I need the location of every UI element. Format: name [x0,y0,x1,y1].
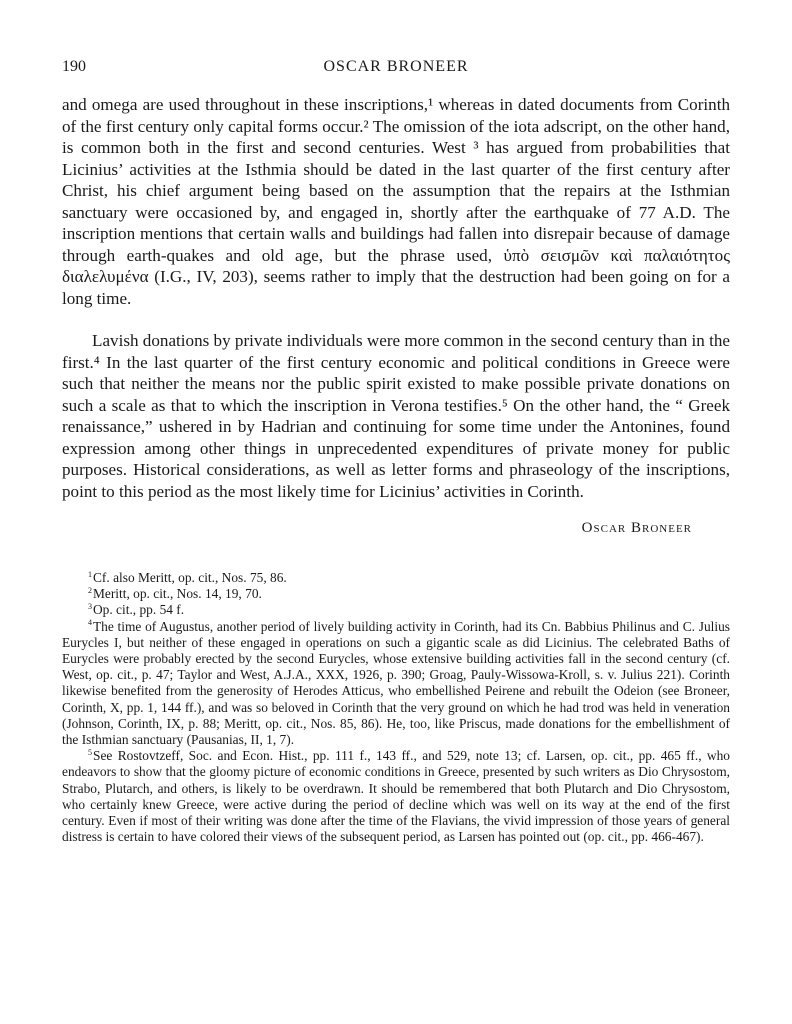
footnote-number: 3 [88,601,92,611]
paragraph-1: and omega are used throughout in these inscriptions,¹ whereas in dated documents from Corinth of the first century only capital forms occur.² The omission of the iota adscript, on the other hand, is common both in the first and second centuries. West ³ has argued from probabilities that Licinius’ activities at the Isthmia should be dated in the last quarter of the first century after Christ, his chief argument being based on the assumption that the repairs at the Isthmian sanctuary were occasioned by, and engaged in, shortly after the earthquake of 77 A.D. The inscription mentions that certain walls and buildings had fallen into disrepair because of damage through earth-quakes and old age, but the phrase used, ὑπὸ σεισμῶν καὶ παλαιότητος διαλελυμένα (I.G., IV, 203), seems rather to imply that the destruction had been going on for a long time. [62,95,730,308]
footnote-number: 1 [88,569,92,579]
paragraph-2: Lavish donations by private individuals were more common in the second century than in the first.⁴ In the last quarter of the first century economic and political conditions in Greece were such that neither the means nor the public spirit existed to make possible private donations on such a scale as that to which the inscription in Verona testifies.⁵ On the other hand, the “ Greek renaissance,” ushered in by Hadrian and continuing for some time under the Antonines, found expression among other things in unprecedented expenditures of private money for public purposes. Historical considerations, as well as letter forms and phraseology of the inscriptions, point to this period as the most likely time for Licinius’ activities in Corinth. [62,331,731,501]
running-title: OSCAR BRONEER [323,58,469,75]
footnotes [62,570,730,845]
page-header [62,58,730,84]
footnote-text: The time of Augustus, another period of lively building activity in Corinth, had its Cn. Babbius Philinus and C. Julius Eurycles I, but neither of these engaged in operations on such a gigantic scale as did Licinius. The celebrated Baths of Eurycles were probably erected by the second Eurycles, whose extensive building activities fall in the second century (cf. West, op. cit., p. 47; Taylor and West, A.J.A., XXX, 1926, p. 390; Groag, Pauly-Wissowa-Kroll, s. v. Julius 221). Corinth likewise benefited from the generosity of Herodes Atticus, who embellished Peirene and rebuilt the Odeion (see Broneer, Corinth, X, pp. 1, 144 ff.), and was so beloved in Corinth that the very ground on which he had trod was held in veneration (Johnson, Corinth, IX, p. 88; Meritt, op. cit., Nos. 85, 86). He, too, like Priscus, made donations for the embellishment of the Isthmian sanctuary (Pausanias, II, 1, 7). [62,618,730,748]
footnote-2 [62,586,730,602]
footnote-text: See Rostovtzeff, Soc. and Econ. Hist., pp. 111 f., 143 ff., and 529, note 13; cf. Larsen, op. cit., pp. 465 ff., who endeavors to show that the gloomy picture of economic conditions in Greece, presented by such writers as Dio Chrysostom, Strabo, Plutarch, and others, is likely to be overdrawn. It should be remembered that both Plutarch and Dio Chrysostom, who certainly knew Greece, were active during the period of decline which was well on its way at the end of the first century. Even if most of their writing was done after the time of the Flavians, the vivid impression of those years of general distress is certain to have colored their views of the subsequent period, as Larsen has pointed out (op. cit., pp. 466-467). [62,748,730,845]
footnote-4 [62,619,730,749]
main-text [62,94,730,502]
footnote-3 [62,602,730,618]
footnote-text: Op. cit., pp. 54 f. [93,602,185,618]
page [62,58,730,845]
page-number: 190 [62,58,86,75]
footnote-1 [62,570,730,586]
footnote-number: 2 [88,585,92,595]
footnote-5 [62,748,730,845]
author-signature: Oscar Broneer [581,520,692,536]
footnote-number: 4 [88,618,92,628]
footnote-text: Cf. also Meritt, op. cit., Nos. 75, 86. [93,570,287,585]
footnote-number: 5 [88,747,92,757]
footnote-text: Meritt, op. cit., Nos. 14, 19, 70. [93,586,262,602]
